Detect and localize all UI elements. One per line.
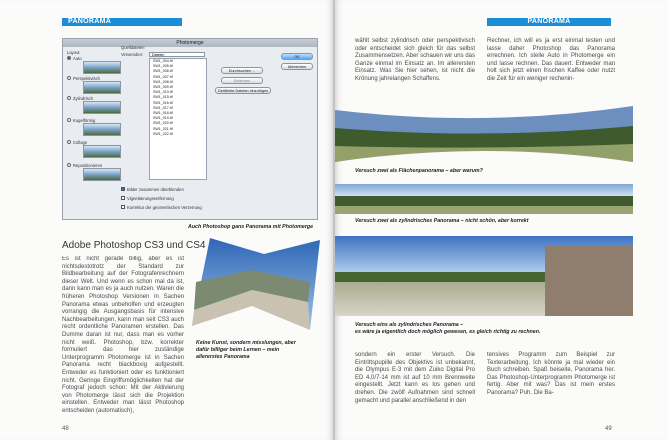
layout-option-label: Kugelförmig bbox=[73, 118, 96, 123]
layout-radio-reposition[interactable] bbox=[67, 163, 71, 167]
left-page-number: 48 bbox=[62, 426, 69, 432]
photo-caption: Keine Kunst, sondern misslungen, aber dafür billiger beim Lernen – mein allererstes Panorama bbox=[196, 340, 296, 360]
use-label: Verwenden: bbox=[121, 52, 144, 57]
right-col1-bottom-text: sondern ein erster Versuch. Die Eintrittspupille des Objektivs ist unbekannt, die Olympus E-3 mit dem Zuiko Digital Pro ED 4,0/7-14 mm ist auf 10 mm Brennweite eingestellt. Jetzt kann es los gehen und drehen. Die zwölf Aufnahmen sind schnell gemacht und parallel anschließend in den bbox=[355, 352, 475, 404]
right-col2-bottom-text: tensives Programm zum Beispiel zur Texterarbeitung. Ich könnte ja mal wieder ein Buch schreiben. Spaß beiseite, Panorama her. Das Photoshop-Unterprogramm Photomerge ist fertig. Aber mit was? Das ist mein erstes Panorama? Puh. Die Ba- bbox=[487, 352, 615, 396]
right-page-number: 49 bbox=[605, 426, 612, 432]
layout-thumbnail bbox=[83, 101, 121, 114]
layout-thumbnail bbox=[83, 123, 121, 136]
dialog-title: Photomerge bbox=[63, 39, 317, 47]
layout-radio-cylindrical[interactable] bbox=[67, 96, 71, 100]
browse-button[interactable]: Durchsuchen ... bbox=[221, 67, 263, 74]
building-wall bbox=[545, 246, 633, 316]
distortion-label: Korrektur der geometrischen Verzerrung bbox=[127, 205, 202, 210]
caption-rooftop-line2: es wäre ja eigentlich doch möglich gewesen, es gleich richtig zu rechnen. bbox=[355, 329, 541, 335]
layout-thumbnail bbox=[83, 81, 121, 94]
caption-flat-panorama: Versuch zwei als Flächenpanorama – aber warum? bbox=[355, 168, 483, 174]
layout-thumbnail bbox=[83, 145, 121, 158]
layout-radio-spherical[interactable] bbox=[67, 118, 71, 122]
layout-label: Layout bbox=[67, 50, 80, 55]
file-item[interactable]: SW1_006.tif bbox=[153, 69, 173, 74]
caption-cylindrical-panorama: Versuch zwei als zylindrisches Panorama – nicht schön, aber korrekt bbox=[355, 218, 529, 224]
ok-button[interactable]: OK bbox=[281, 53, 313, 60]
vignette-label: Vignettierungsentfernung bbox=[127, 196, 174, 201]
panorama-treeline bbox=[335, 196, 633, 206]
photomerge-dialog bbox=[62, 38, 318, 220]
layout-thumbnail bbox=[83, 61, 121, 74]
remove-button[interactable]: Entfernen bbox=[221, 77, 263, 84]
panorama-photo-flat bbox=[335, 106, 633, 162]
dialog-caption: Auch Photoshop gans Panorama mit Photomerge bbox=[188, 224, 314, 230]
layout-radio-auto[interactable] bbox=[67, 56, 71, 60]
file-item[interactable]: SW1_019.tif bbox=[153, 116, 173, 121]
layout-option-label: Repositionieren bbox=[73, 163, 103, 168]
layout-option-label: Zylindrisch bbox=[73, 96, 94, 101]
layout-option-label: Auto bbox=[73, 56, 82, 61]
right-col1-top-text: wählt selbst zylindrisch oder perspektivisch oder entscheidet sich gleich für das selbst Zusammensetzen. Aber schauen wir uns das Ganze einmal im Einsatz an. Im allerersten Einsatz. Was Sie hier sehen, ist nicht die Krönung jahrelangen Schaffens. bbox=[355, 38, 475, 82]
file-item[interactable]: SW1_005.tif bbox=[153, 64, 173, 69]
add-open-files-button[interactable]: Geöffnete Dateien hinzufügen bbox=[215, 87, 271, 94]
file-item[interactable]: SW1_022.tif bbox=[153, 131, 173, 136]
use-select[interactable]: Dateien bbox=[149, 52, 205, 57]
layout-thumbnail bbox=[83, 168, 121, 181]
file-list[interactable] bbox=[149, 58, 207, 180]
panorama-field bbox=[335, 206, 633, 214]
file-item[interactable]: SW1_020.tif bbox=[153, 121, 173, 126]
distortion-checkbox[interactable] bbox=[121, 205, 125, 209]
right-col2-top-text: Rechner, ich will es ja erst einmal testen und lasse daher Photoshop das Panorama errechnen. Ich stelle Auto in Photomerge ein und lasse rechnen. Das dauert. Entweder man holt sich jetzt einen frischen Kaffee oder nutzt die Zeit für ein weniger rechenin- bbox=[487, 38, 615, 82]
section-heading: Adobe Photoshop CS3 und CS4 bbox=[62, 240, 206, 251]
layout-option-label: Perspektivisch bbox=[73, 76, 100, 81]
left-page bbox=[0, 0, 333, 440]
left-section-header: PANORAMA bbox=[62, 18, 182, 26]
cancel-button[interactable]: Abbrechen bbox=[281, 63, 313, 70]
first-panorama-photo bbox=[192, 238, 322, 330]
layout-option-label: Collage bbox=[73, 140, 88, 145]
blend-label: Bilder zusammen überblenden bbox=[127, 187, 184, 192]
file-item[interactable]: SW1_016.tif bbox=[153, 100, 173, 105]
file-item[interactable]: SW1_010.tif bbox=[153, 90, 173, 95]
right-page bbox=[335, 0, 668, 440]
file-item[interactable]: SW1_007.tif bbox=[153, 74, 173, 79]
file-item[interactable]: SW1_004.tif bbox=[153, 59, 173, 63]
panorama-photo-cylindrical bbox=[335, 184, 633, 214]
panorama-sky bbox=[335, 184, 633, 196]
left-body-text: Es ist nicht gerade billig, aber es ist nichtsdestotrotz der Standard zur Bildbearbeitung auf der Fotografenrechnern dieser Welt. Und wenn es schon mal da ist, dann kann man es ja auch nutzen. Waren die früheren Photoshop Versionen in Sachen Panorama etwas unbeholfen und erzeugten vorrangig die Ausgangsbasis für intensive Nachbearbeitungen, kann man seit CS3 auch recht ordentliche Panoramen erstellen. Das Dumme daran ist nur, dass man es vorher nicht weiß. Photoshop, bzw. korrekter formuliert das hier zuständige Unterprogramm Photomerge ist in Sachen Panorama recht blackboxig aufgestellt. Entweder es funktioniert oder es funktioniert nicht. Geringe Eingriffsmöglichkeiten hat der Fotograf jedoch schon: Mit der Aktivierung von Photomerge lässt sich die Projektion einstellen. Entweder man lässt Photoshop entscheiden (automatisch), bbox=[62, 256, 184, 414]
layout-radio-perspective[interactable] bbox=[67, 76, 71, 80]
right-section-header: PANORAMA bbox=[487, 18, 611, 26]
file-item[interactable]: SW1_021.tif bbox=[153, 126, 173, 131]
vignette-checkbox[interactable] bbox=[121, 196, 125, 200]
source-label: Quelldateien bbox=[121, 45, 145, 50]
layout-radio-collage[interactable] bbox=[67, 140, 71, 144]
file-item[interactable]: SW1_018.tif bbox=[153, 111, 173, 116]
file-item[interactable]: SW1_008.tif bbox=[153, 79, 173, 84]
file-item[interactable]: SW1_015.tif bbox=[153, 95, 173, 100]
file-item[interactable]: SW1_009.tif bbox=[153, 85, 173, 90]
panorama-photo-rooftop bbox=[335, 236, 633, 316]
caption-rooftop-line1: Versuch eins als zylindrisches Panorama – bbox=[355, 322, 464, 328]
file-item[interactable]: SW1_017.tif bbox=[153, 105, 173, 110]
blend-checkbox[interactable] bbox=[121, 187, 125, 191]
